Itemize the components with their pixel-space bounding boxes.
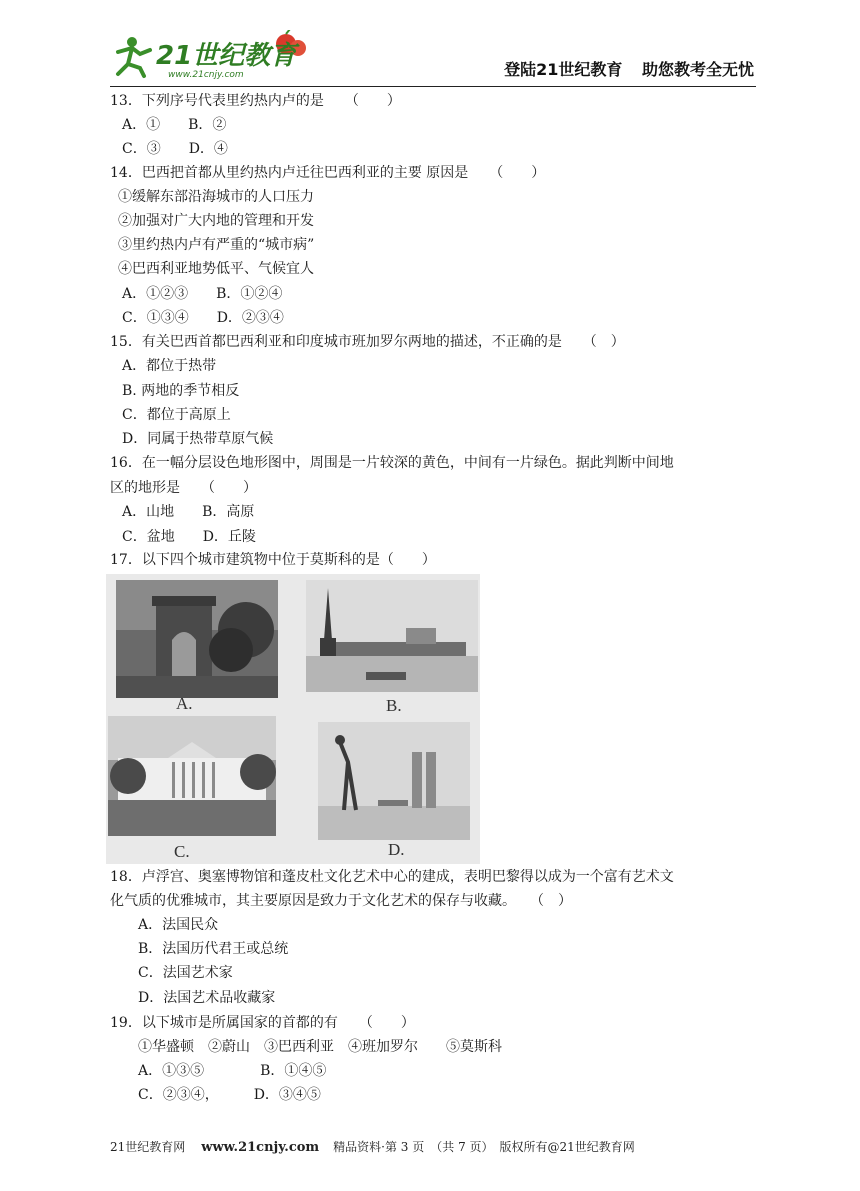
q14-statement-4: ④巴西利亚地势低平、气候宜人	[118, 261, 314, 277]
q19-stem: 19．以下城市是所属国家的首都的有 （ ）	[110, 1015, 415, 1031]
photo-a-arch	[116, 580, 278, 698]
photo-b-kremlin	[306, 580, 478, 692]
page-header	[110, 28, 756, 87]
q15-option-d: D．同属于热带草原气候	[122, 431, 274, 447]
q16-stem-line1: 16．在一幅分层设色地形图中，周围是一片较深的黄色，中间有一片绿色。据此判断中间地	[110, 455, 674, 471]
q17-stem: 17．以下四个城市建筑物中位于莫斯科的是（ ）	[110, 552, 436, 568]
q15-option-c: C．都位于高原上	[122, 407, 231, 423]
photo-label-a: A.	[176, 694, 193, 713]
q16-stem-line2: 区的地形是 （ ）	[110, 480, 257, 496]
q18-option-c: C．法国艺术家	[138, 965, 233, 981]
q19-options-row2: C．②③④， D．③④⑤	[138, 1087, 321, 1103]
photo-label-b: B.	[386, 696, 402, 715]
q13-options-row1: A．① B．②	[122, 117, 227, 133]
footer-site-name: 21世纪教育网	[110, 1140, 186, 1154]
photo-c-white-house	[108, 716, 276, 836]
q13-stem: 13．下列序号代表里约热内卢的是 （ ）	[110, 93, 401, 109]
q14-statement-3: ③里约热内卢有严重的“城市病”	[118, 237, 315, 253]
q16-options-row1: A．山地 B．高原	[122, 504, 255, 520]
q14-options-row1: A．①②③ B．①②④	[122, 286, 283, 302]
q18-option-b: B．法国历代君王或总统	[138, 941, 289, 957]
q18-option-d: D．法国艺术品收藏家	[138, 990, 276, 1006]
q14-options-row2: C．①③④ D．②③④	[122, 310, 284, 326]
page-footer	[110, 1138, 756, 1155]
q17-photo-panel	[106, 574, 480, 864]
q15-option-b: B. 两地的季节相反	[122, 383, 240, 399]
q18-stem-line2: 化气质的优雅城市，其主要原因是致力于文化艺术的保存与收藏。 （ ）	[110, 893, 572, 909]
footer-page-info: 精品资料·第 3 页 （共 7 页） 版权所有@21世纪教育网	[333, 1140, 635, 1154]
q15-option-a: A．都位于热带	[122, 358, 217, 374]
q14-stem: 14．巴西把首都从里约热内卢迁往巴西利亚的主要 原因是 （ ）	[110, 165, 546, 181]
q14-statement-1: ①缓解东部沿海城市的人口压力	[118, 189, 314, 205]
photo-d-brasilia	[318, 722, 470, 840]
q18-option-a: A．法国民众	[138, 917, 219, 933]
q19-options-row1: A．①③⑤ B．①④⑤	[138, 1063, 327, 1079]
q15-stem: 15．有关巴西首都巴西利亚和印度城市班加罗尔两地的描述，不正确的是 （ ）	[110, 334, 625, 350]
q13-options-row2: C．③ D．④	[122, 141, 228, 157]
logo-graphic	[110, 30, 310, 80]
site-logo[interactable]	[110, 30, 310, 80]
photo-label-d: D.	[388, 840, 405, 859]
footer-url-link[interactable]: www.21cnjy.com	[201, 1140, 320, 1155]
photo-label-c: C.	[174, 842, 190, 861]
q16-options-row2: C．盆地 D．丘陵	[122, 529, 256, 545]
q14-statement-2: ②加强对广大内地的管理和开发	[118, 213, 314, 229]
q18-stem-line1: 18．卢浮宫、奥塞博物馆和蓬皮杜文化艺术中心的建成，表明巴黎得以成为一个富有艺术文	[110, 869, 674, 885]
q19-items: ①华盛顿 ②蔚山 ③巴西利亚 ④班加罗尔 ⑤莫斯科	[138, 1039, 502, 1055]
logo-text: 21世纪教育	[156, 41, 297, 71]
header-slogan: 登陆21世纪教育 助您教考全无忧	[504, 60, 754, 79]
logo-url: www.21cnjy.com	[168, 70, 244, 80]
